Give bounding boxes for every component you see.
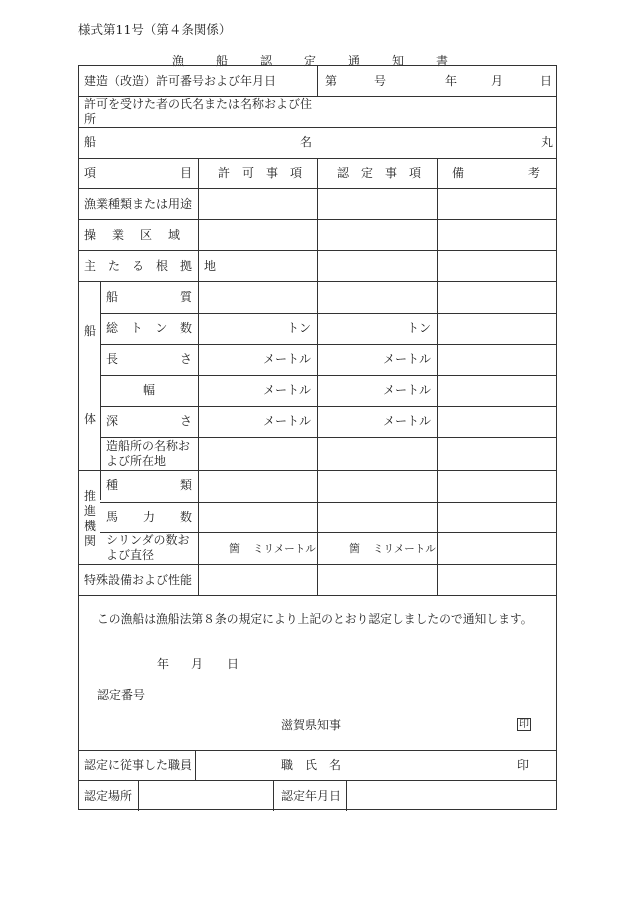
certified-length-unit: メートル xyxy=(382,352,431,366)
breadth-label: 幅 xyxy=(143,383,156,397)
certified-tonnage-unit: トン xyxy=(406,321,431,335)
official-seal-mark: 印 xyxy=(519,719,529,730)
fishery-type-label: 漁業種類または用途 xyxy=(84,197,193,211)
certified-cylinder-count-unit: 箇 xyxy=(349,542,360,555)
main-base-label: 主 た る 根 拠 地 xyxy=(84,259,217,273)
permit-length-unit: メートル xyxy=(262,352,311,366)
permit-depth-unit: メートル xyxy=(262,414,311,428)
remarks-header: 備 考 xyxy=(452,166,540,180)
ship-name-label: 船 名 xyxy=(84,135,312,149)
staff-label: 認定に従事した職員 xyxy=(84,758,193,772)
certified-breadth-unit: メートル xyxy=(382,383,431,397)
staff-seal-label: 印 xyxy=(517,758,530,772)
hull-group-label-top: 船 xyxy=(84,324,97,338)
permit-cylinder-count-unit: 箇 xyxy=(229,542,240,555)
permit-cylinder-diameter-unit: ミリメートル xyxy=(253,543,316,555)
form-number: 様式第11号（第４条関係） xyxy=(78,22,232,37)
ship-name-suffix: 丸 xyxy=(541,135,554,149)
permit-number-suffix: 号 xyxy=(374,74,387,88)
permit-month-label: 月 xyxy=(491,74,504,88)
notification-statement: この漁船は漁船法第８条の規定により上記のとおり認定しましたので通知します。 xyxy=(97,612,533,626)
horsepower-label: 馬 力 数 xyxy=(106,510,192,524)
gross-tonnage-label: 総 ト ン 数 xyxy=(106,321,192,335)
permit-holder-label: 許可を受けた者の氏名または名称および住所 xyxy=(84,97,313,126)
staff-title-name-label: 職 氏 名 xyxy=(281,758,342,772)
notice-day-label: 日 xyxy=(227,657,240,671)
permit-tonnage-unit: トン xyxy=(286,321,311,335)
permit-day-label: 日 xyxy=(540,74,553,88)
certified-items-header: 認 定 事 項 xyxy=(337,166,422,180)
length-label: 長 さ xyxy=(106,352,192,366)
permit-number-label: 建造（改造）許可番号および年月日 xyxy=(84,74,277,88)
issuer-governor: 滋賀県知事 xyxy=(281,718,342,732)
permit-year-label: 年 xyxy=(445,74,458,88)
certified-depth-unit: メートル xyxy=(382,414,431,428)
permit-breadth-unit: メートル xyxy=(262,383,311,397)
certification-date-label: 認定年月日 xyxy=(281,789,342,803)
special-equipment-label: 特殊設備および性能 xyxy=(84,573,193,587)
certification-place-label: 認定場所 xyxy=(84,789,133,803)
document-title: 漁 船 認 定 通 知 書 xyxy=(171,54,458,68)
cylinders-label: シリンダの数および直径 xyxy=(106,533,190,562)
notice-month-label: 月 xyxy=(191,657,204,671)
hull-group-label-bottom: 体 xyxy=(84,412,97,426)
certification-form-table xyxy=(78,65,557,810)
certified-cylinder-diameter-unit: ミリメートル xyxy=(373,543,436,555)
shipyard-label: 造船所の名称および所在地 xyxy=(106,439,191,468)
depth-label: 深 さ xyxy=(106,414,192,428)
permit-number-prefix: 第 xyxy=(325,74,338,88)
operating-area-label: 操 業 区 域 xyxy=(84,228,183,242)
item-column-header: 項 目 xyxy=(84,166,192,180)
propulsion-engine-group-label: 推 進 機 関 xyxy=(84,489,97,548)
permit-items-header: 許 可 事 項 xyxy=(218,166,303,180)
engine-type-label: 種 類 xyxy=(106,478,192,492)
hull-material-label: 船 質 xyxy=(106,290,192,304)
certification-number-label: 認定番号 xyxy=(97,688,146,702)
notice-year-label: 年 xyxy=(157,657,170,671)
